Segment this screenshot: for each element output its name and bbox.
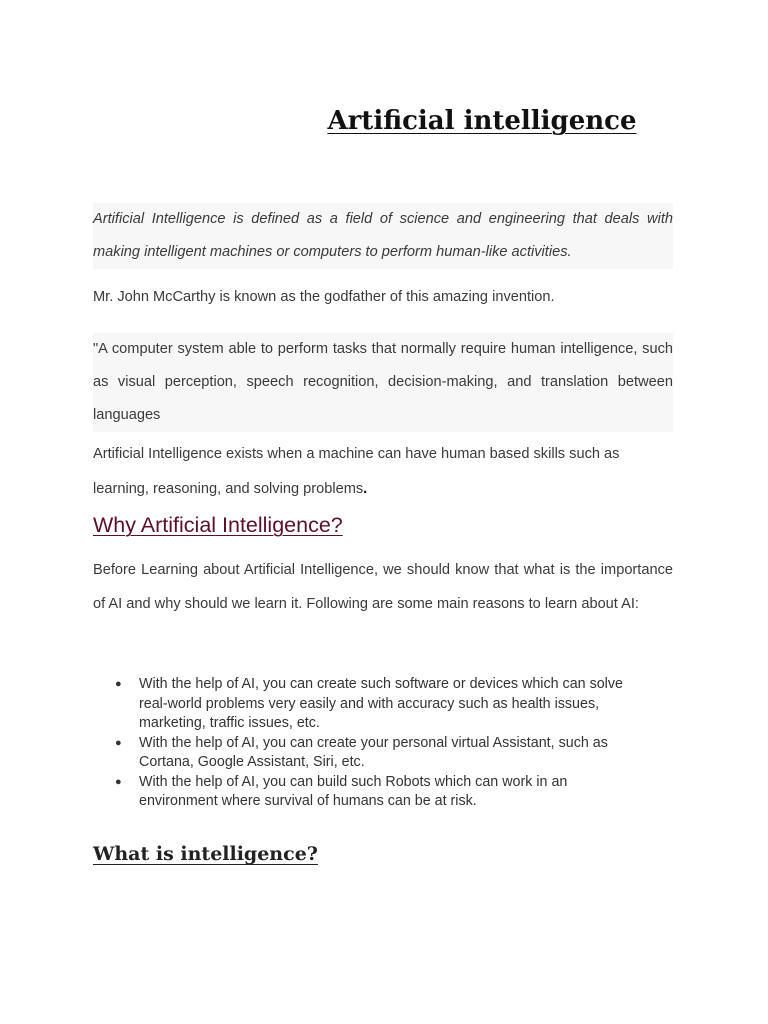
definition-paragraph: Artificial Intelligence is defined as a field of science and engineering that deals with making intelligent machines or computers to perform human-like activities. — [93, 203, 673, 269]
exists-paragraph-end: . — [363, 481, 368, 497]
list-item-text: With the help of AI, you can build such Robots which can work in an environment where survival of humans can be at risk. — [139, 773, 568, 809]
bullet-icon: ● — [115, 678, 122, 690]
exists-paragraph-text: Artificial Intelligence exists when a machine can have human based skills such as learning, reasoning, and solving problems — [93, 446, 620, 497]
document-title-text: Artificial intelligence — [327, 106, 637, 136]
list-item — [93, 773, 639, 812]
list-item-text: With the help of AI, you can create your personal virtual Assistant, such as Cortana, Google Assistant, Siri, etc. — [139, 734, 608, 770]
document-title — [0, 104, 768, 138]
bullet-icon: ● — [115, 736, 122, 749]
godfather-paragraph: Mr. John McCarthy is known as the godfather of this amazing invention. — [93, 289, 555, 305]
list-item — [93, 675, 639, 734]
exists-paragraph — [93, 437, 673, 507]
bullet-icon: ● — [115, 775, 122, 788]
list-item — [93, 734, 639, 773]
quote-paragraph: "A computer system able to perform tasks that normally require human intelligence, such as visual perception, speech recognition, decision-making, and translation between languages — [93, 333, 673, 432]
why-ai-intro-paragraph: Before Learning about Artificial Intelligence, we should know that what is the importance of AI and why should we learn it. Following are some main reasons to learn about AI: — [93, 562, 673, 612]
reasons-list — [93, 675, 673, 812]
what-is-intelligence-heading: What is intelligence? — [93, 843, 318, 865]
list-item-text: With the help of AI, you can create such software or devices which can solve real-world problems very easily and with accuracy such as health issues, marketing, traffic issues, etc. — [139, 676, 623, 731]
why-ai-heading: Why Artificial Intelligence? — [93, 513, 343, 537]
